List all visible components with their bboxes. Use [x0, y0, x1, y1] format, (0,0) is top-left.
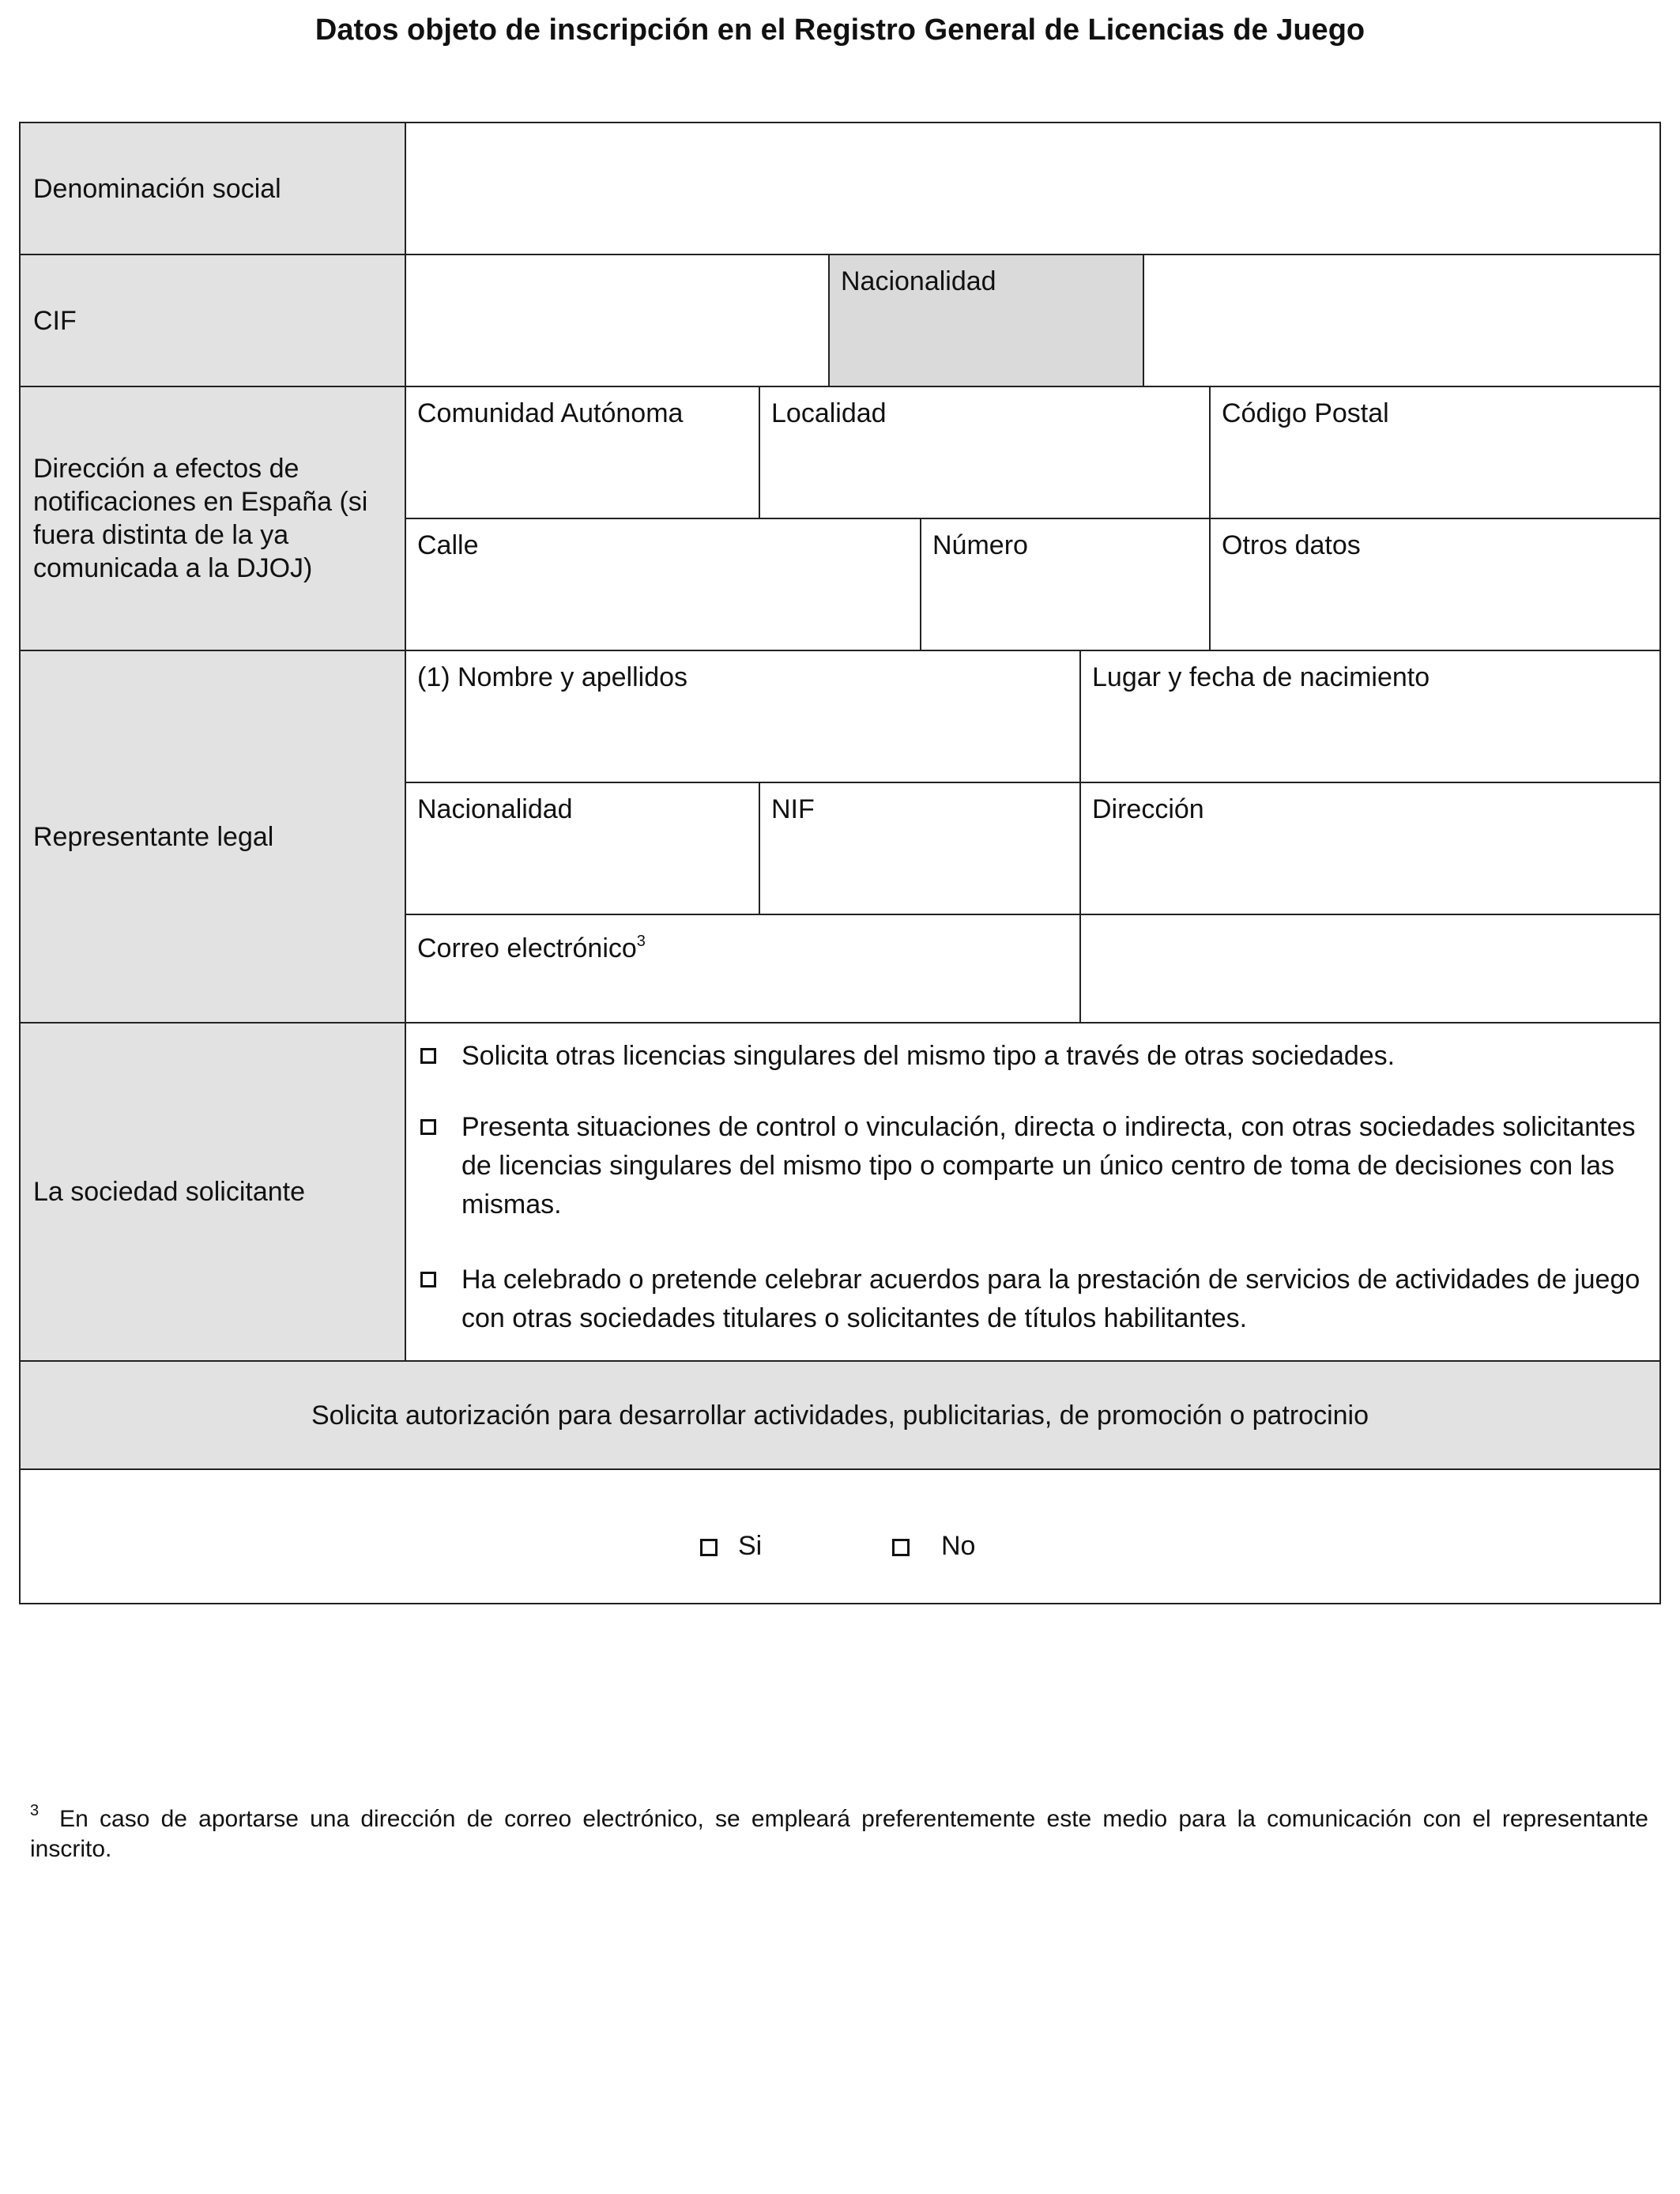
checkbox-control-vinculacion[interactable]	[420, 1119, 436, 1135]
lugar-fecha-nacimiento-field[interactable]: Lugar y fecha de nacimiento	[1081, 651, 1659, 783]
nombre-apellidos-field[interactable]: (1) Nombre y apellidos	[406, 651, 1081, 783]
autorizacion-label: Solicita autorización para desarrollar actividades, publicitarias, de promoción o patrocinio	[21, 1362, 1659, 1470]
checkbox-no[interactable]	[892, 1539, 910, 1556]
option-control-vinculacion[interactable]	[420, 1108, 1653, 1224]
otros-datos-field[interactable]: Otros datos	[1211, 519, 1659, 651]
correo-extra-field[interactable]	[1081, 915, 1659, 1023]
localidad-field[interactable]: Localidad	[760, 387, 1211, 519]
correo-footnote-mark: 3	[636, 933, 646, 950]
denominacion-label: Denominación social	[21, 123, 406, 255]
direccion-label: Dirección a efectos de notificaciones en España (si fuera distinta de la ya comunicada a la DJOJ)	[21, 387, 406, 651]
option-control-vinculacion-label: Presenta situaciones de control o vinculación, directa o indirecta, con otras sociedades solicitantes de licencias singulares del mismo tipo o comparte un único centro de toma de decisiones con las mismas.	[461, 1112, 1636, 1220]
nacionalidad-label: Nacionalidad	[830, 255, 1144, 387]
document-title: Datos objeto de inscripción en el Registro General de Licencias de Juego	[315, 13, 1365, 47]
numero-field[interactable]: Número	[921, 519, 1211, 651]
option-si[interactable]	[700, 1529, 762, 1563]
cif-field[interactable]	[406, 255, 830, 387]
registration-form	[19, 122, 1661, 1604]
autorizacion-options	[21, 1470, 1659, 1603]
checkbox-si[interactable]	[700, 1539, 718, 1556]
option-no-label: No	[941, 1531, 976, 1561]
footnote-mark: 3	[30, 1802, 40, 1819]
footnote-text: En caso de aportarse una dirección de correo electrónico, se empleará preferentemente este medio para la comunicación con el representante inscrito.	[30, 1806, 1648, 1862]
checkbox-otras-licencias[interactable]	[420, 1048, 436, 1064]
representante-direccion-field[interactable]: Dirección	[1081, 783, 1659, 915]
codigo-postal-field[interactable]: Código Postal	[1211, 387, 1659, 519]
footnote	[30, 1796, 1648, 1864]
correo-electronico-field[interactable]	[406, 915, 1081, 1023]
sociedad-label: La sociedad solicitante	[21, 1023, 406, 1362]
option-otras-licencias-label: Solicita otras licencias singulares del mismo tipo a través de otras sociedades.	[461, 1041, 1396, 1071]
comunidad-field[interactable]: Comunidad Autónoma	[406, 387, 760, 519]
nif-field[interactable]: NIF	[760, 783, 1081, 915]
option-acuerdos-label: Ha celebrado o pretende celebrar acuerdos para la prestación de servicios de actividades de juego con otras sociedades titulares o solicitantes de títulos habilitantes.	[461, 1265, 1640, 1333]
representante-nacionalidad-field[interactable]: Nacionalidad	[406, 783, 760, 915]
calle-field[interactable]: Calle	[406, 519, 921, 651]
nacionalidad-field[interactable]	[1144, 255, 1659, 387]
denominacion-field[interactable]	[406, 123, 1659, 255]
correo-label: Correo electrónico	[417, 933, 637, 963]
option-acuerdos[interactable]	[420, 1261, 1653, 1338]
option-si-label: Si	[738, 1531, 763, 1561]
cif-label: CIF	[21, 255, 406, 387]
representante-label: Representante legal	[21, 651, 406, 1023]
checkbox-acuerdos[interactable]	[420, 1272, 436, 1287]
option-otras-licencias[interactable]	[420, 1037, 1653, 1076]
option-no[interactable]	[892, 1529, 975, 1563]
